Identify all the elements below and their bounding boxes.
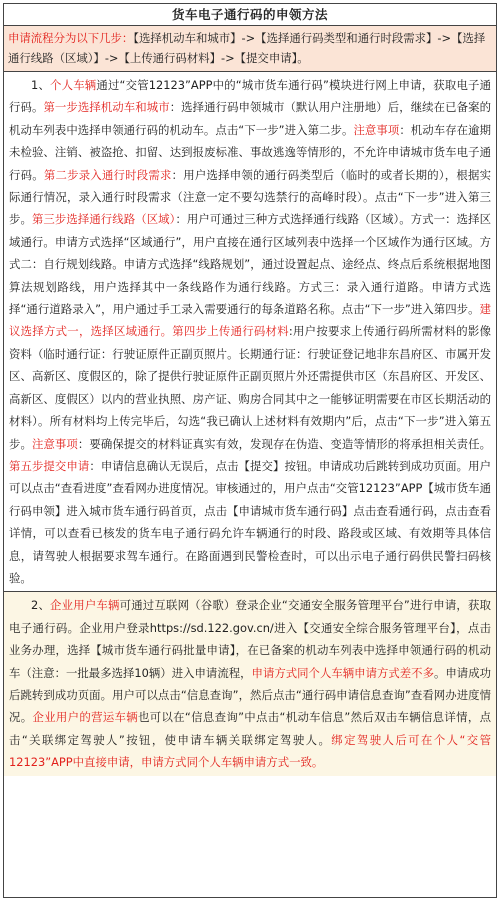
personal-segment: ：要确保提交的材料证真实有效，发现存在伪造、变造等情形的将承担相关责任。 (77, 436, 491, 451)
enterprise-segment: 。申请成功后跳转到成功页面。用户可以点击“信息查询”，然后点击“通行码申请信息查询”查看网办进度情况。 (9, 665, 491, 725)
section-personal-vehicles (4, 72, 496, 592)
document-table (3, 3, 497, 898)
document-title: 货车电子通行码的申领方法 (4, 4, 496, 26)
personal-segment: 注意事项 (353, 122, 400, 137)
personal-segment: 通过“交管12123”APP中的“城市货车通行码”模块进行网上申请，获取电子通行码。 (9, 78, 491, 115)
personal-segment: :用户按要求上传通行码所需材料的影像资料（临时通行证：行驶证原件正副页照片。长期通行证：行驶证登记地非东昌府区、市属开发区、高新区、度假区的，除了提供行驶证原件正副页照片外还需提供市区（东昌府区、开发区、高新区、度假区）以内的营业执照、房产证、购房合同其中之一能够证明需要在市区长期活动的材料）。所有材料均上传完毕后，勾选“我已确认上述材料有效期内”后，点击“下一步”进入第五步。 (9, 324, 491, 451)
personal-segment: 1、 (31, 78, 51, 92)
personal-segment: ：用户选择申领的通行码类型后（临时的或者长期的），根据实际通行情况，录入通行时段需求（注意一定不要勾选禁行的高峰时段）。点击“下一步”进入第三步。 (9, 167, 491, 227)
enterprise-segment: 申请方式同个人车辆申请方式差不多 (251, 665, 434, 680)
enterprise-segment: 企业用户的营运车辆 (32, 710, 139, 725)
personal-segment: 第二步录入通行时段需求 (43, 167, 172, 182)
personal-segment: 第一步选择机动车和城市 (43, 100, 170, 115)
enterprise-segment: 2、 (31, 598, 51, 613)
personal-segment: ：选择通行码申领城市（默认用户注册地）后，继续在已备案的机动车列表中选择申领通行码的机动车。点击“下一步”进入第二步。 (9, 100, 491, 137)
section-enterprise-text (9, 594, 491, 773)
personal-segment: 第五步提交申请 (9, 458, 90, 473)
enterprise-segment: 绑定驾驶人后可在个人“交管12123”APP中直接申请，申请方式同个人车辆申请方式一致。 (9, 732, 491, 770)
personal-segment: ：申请信息确认无误后，点击【提交】按钮。申请成功后跳转到成功页面。用户可以点击“查看进度”查看网办进度情况。审核通过的，用户点击“交管12123”APP【城市货车通行码申领】进入城市货车通行码首页，点击【申请城市货车通行码】点击查看通行码，点击查看详情，可以查看已核发的货车电子通行码允许车辆通行的时段、路段或区域、有效期等具体信息，请驾驶人根据要求驾车通行。在路面遇到民警检查时，可以出示电子通行码供民警扫码核验。 (9, 458, 491, 585)
process-steps: 【选择机动车和城市】->【选择通行码类型和通行时段需求】->【选择通行线路（区域）】->【上传通行码材料】->【提交申请】。 (8, 31, 486, 65)
personal-segment: 个人车辆 (50, 78, 97, 92)
process-label: 申请流程分为以下几步： (8, 31, 134, 45)
enterprise-segment: 可通过互联网（谷歌）登录企业“交通安全服务管理平台”进行申请，获取电子通行码。企业用户登录https://sd.122.gov.cn/进入【交通安全综合服务管理平台】，点击业务办理，选择【城市货车通行码批量申请】，在已备案的机动车列表中选择申领通行码的机动车（注意：一批最多选择10辆）进入申请流程， (9, 598, 491, 680)
section-enterprise-vehicles (4, 592, 496, 775)
personal-segment: ：机动车存在逾期未检验、注销、被盗抢、扣留、达到报废标准、事故逃逸等情形的，不允许申请城市货车电子通行码。 (9, 122, 491, 182)
personal-segment: 建议选择方式一，选择区域通行。 (9, 302, 491, 339)
personal-segment: 注意事项 (31, 436, 78, 451)
enterprise-segment: 也可以在“信息查询”中点击“机动车信息”然后双击车辆信息详情，点击“关联绑定驾驶人”按钮，使申请车辆关联绑定驾驶人。 (9, 710, 491, 747)
personal-segment: 第三步选择通行线路（区域） (31, 212, 176, 227)
personal-segment: ：用户可通过三种方式选择通行线路（区域）。方式一：选择区域通行。申请方式选择“区域通行”，用户直接在通行区域列表中选择一个区域作为通行区域。方式二：自行规划线路。申请方式选择“线路规划”，通过设置起点、途经点、终点后系统根据地图算法规划路线，用户选择其中一条线路作为通行线路。方式三：录入通行道路。申请方式选择“通行道路录入”，用户通过手工录入需要通行的每条道路名称。点击“下一步”进入第四步。 (9, 212, 491, 317)
process-overview (4, 26, 496, 72)
enterprise-segment: 企业用户车辆 (50, 598, 120, 613)
section-personal-text (9, 74, 491, 589)
personal-segment: 第四步上传通行码材料 (172, 324, 289, 339)
